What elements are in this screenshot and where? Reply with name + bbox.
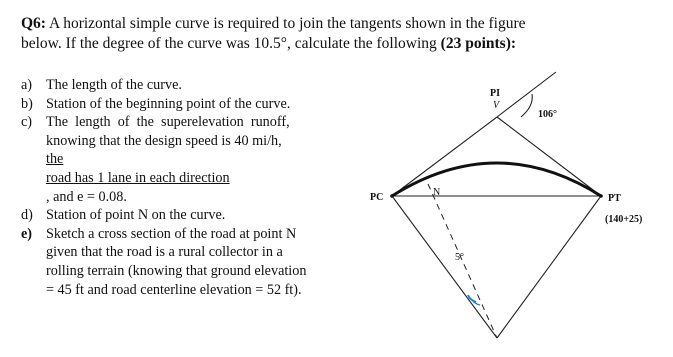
n-label: N — [433, 187, 441, 198]
pt-point — [599, 194, 603, 198]
item-text-fragment: knowing that the design speed is 40 mi/h, — [46, 132, 282, 149]
curve-arc — [392, 163, 601, 196]
item-text-line: given that the road is a rural collector in a — [46, 244, 283, 261]
pt-label: PT — [608, 193, 621, 204]
pc-label: PC — [370, 192, 384, 203]
item-text-underlined: road has 1 lane in each direction — [46, 169, 230, 186]
item-text-line: Station of the beginning point of the curve. — [46, 95, 291, 112]
item-text-line: = 45 ft and road centerline elevation = 52 ft). — [46, 281, 302, 298]
item-text-line: Station of point N on the curve. — [46, 207, 226, 224]
back-tangent — [392, 117, 497, 196]
radius-pc — [392, 196, 497, 338]
radius-pt — [497, 196, 601, 338]
pc-point — [390, 194, 394, 198]
item-text-fragment: , and e = 0.08. — [46, 188, 127, 205]
center-angle-arc-2 — [472, 300, 480, 305]
item-label: d) — [21, 207, 33, 224]
item-text-underlined: the — [46, 151, 64, 168]
item-label: b) — [21, 95, 33, 112]
item-text-line: The length of the curve. — [46, 77, 182, 93]
deflection-label: 106° — [538, 109, 557, 120]
forward-tangent — [497, 117, 601, 196]
pt-station-label: (140+25) — [605, 214, 643, 225]
question-text-1: A horizontal simple curve is required to join the tangents shown in the figure — [45, 15, 526, 32]
v-label: V — [493, 100, 500, 111]
item-label: a) — [21, 77, 33, 93]
question-points: (23 points): — [440, 35, 517, 52]
question-text-2: below. If the degree of the curve was 10.5°, calculate the following — [21, 35, 441, 52]
item-label: c) — [21, 114, 33, 131]
item-text-line: rolling terrain (knowing that ground elevation — [46, 262, 307, 279]
item-text-line: The length of the superelevation runoff, — [46, 114, 290, 131]
angle-label: 5° — [455, 252, 464, 263]
item-text-line: Sketch a cross section of the road at point N — [46, 225, 297, 242]
item-label: e) — [21, 225, 33, 242]
question-number: Q6: — [21, 15, 46, 32]
pi-label: PI — [490, 88, 500, 99]
